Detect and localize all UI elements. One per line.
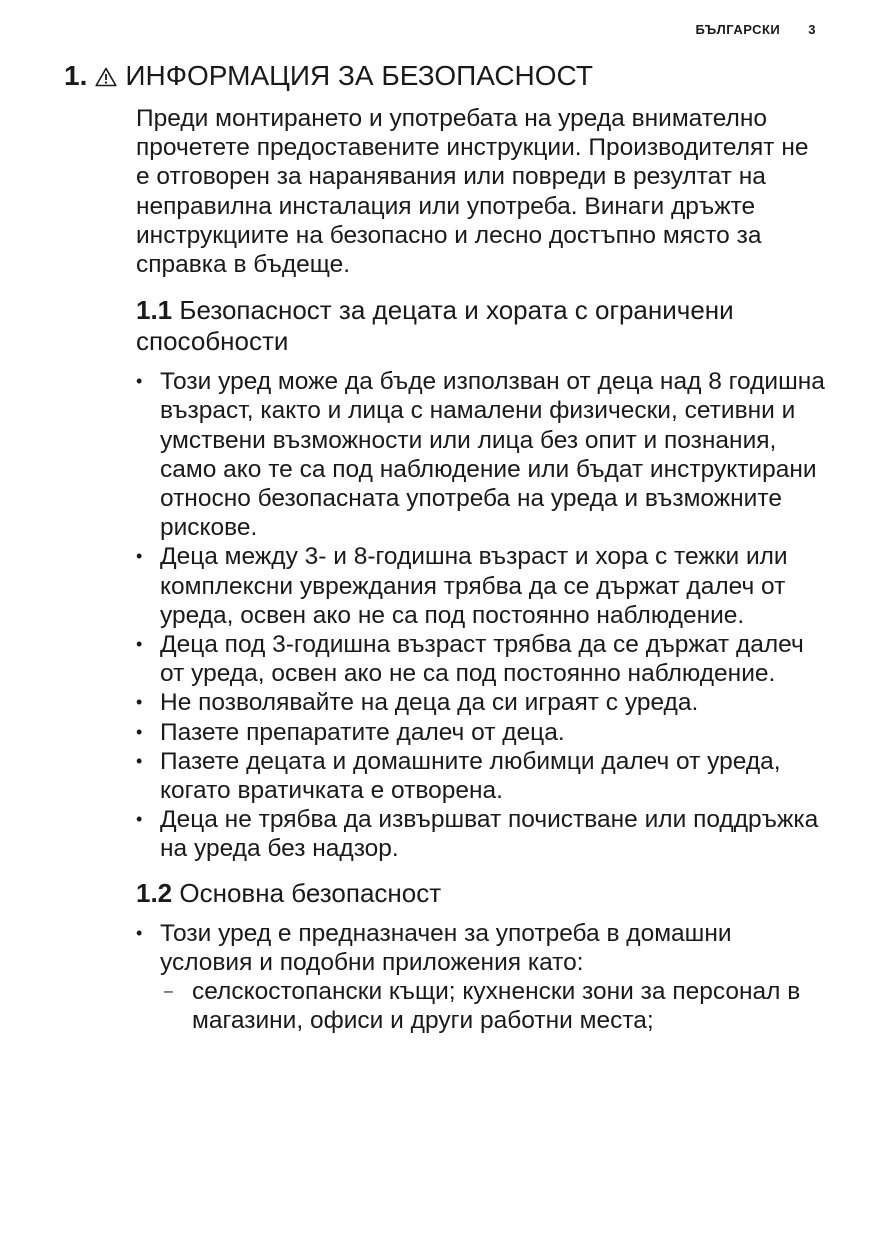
section-2-heading bbox=[136, 878, 826, 909]
section-2-list bbox=[136, 919, 826, 1036]
list-item: • Деца под 3-годишна възраст трябва да се държат далеч от уреда, освен ако не са под постоянно наблюдение. bbox=[136, 630, 826, 688]
section-1-heading bbox=[136, 295, 826, 357]
chapter-heading bbox=[64, 60, 593, 92]
running-header bbox=[696, 22, 816, 37]
header-language: БЪЛГАРСКИ bbox=[695, 22, 781, 37]
list-item: • Деца не трябва да извършват почистване или поддръжка на уреда без надзор. bbox=[136, 805, 826, 863]
warning-triangle-icon bbox=[95, 62, 117, 82]
section-1-list bbox=[136, 367, 826, 863]
list-item bbox=[136, 919, 826, 1036]
list-item: • Не позволявайте на деца да си играят с уреда. bbox=[136, 688, 826, 717]
sub-list-item: – селскостопански къщи; кухненски зони за персонал в магазини, офиси и други работни места; bbox=[160, 977, 826, 1035]
section-2-number: 1.2 bbox=[136, 877, 173, 908]
list-item: • Пазете препаратите далеч от деца. bbox=[136, 718, 826, 747]
chapter-title: ИНФОРМАЦИЯ ЗА БЕЗОПАСНОСТ bbox=[125, 60, 593, 91]
list-item: • Пазете децата и домашните любимци далеч от уреда, когато вратичката е отворена. bbox=[136, 747, 826, 805]
sub-list bbox=[160, 977, 826, 1035]
section-2-title: Основна безопасност bbox=[179, 877, 442, 908]
list-item: • Този уред може да бъде използван от деца над 8 годишна възраст, както и лица с намалени физически, сетивни и умствени възможности или лица без опит и познания, само ако те са под наблюдение или бъдат инструктирани относно безопасната употреба на уреда и възможните рискове. bbox=[136, 367, 826, 542]
chapter-number: 1. bbox=[64, 60, 88, 91]
list-item: • Деца между 3- и 8-годишна възраст и хора с тежки или комплексни увреждания трябва да се държат далеч от уреда, освен ако не са под постоянно наблюдение. bbox=[136, 542, 826, 630]
content-column bbox=[136, 104, 826, 1035]
page-number: 3 bbox=[808, 22, 816, 37]
intro-paragraph: Преди монтирането и употребата на уреда внимателно прочетете предоставените инструкции. Производителят не е отговорен за наранявания или повреди в резултат на неправилна инсталация или употреба. Винаги дръжте инструкциите на безопасно и лесно достъпно място за справка в бъдеще. bbox=[136, 105, 809, 279]
section-1-title: Безопасност за децата и хората с ограничени способности bbox=[136, 295, 734, 357]
list-item-text: Този уред е предназначен за употреба в домашни условия и подобни приложения като: bbox=[160, 919, 732, 976]
section-1-number: 1.1 bbox=[136, 295, 173, 326]
